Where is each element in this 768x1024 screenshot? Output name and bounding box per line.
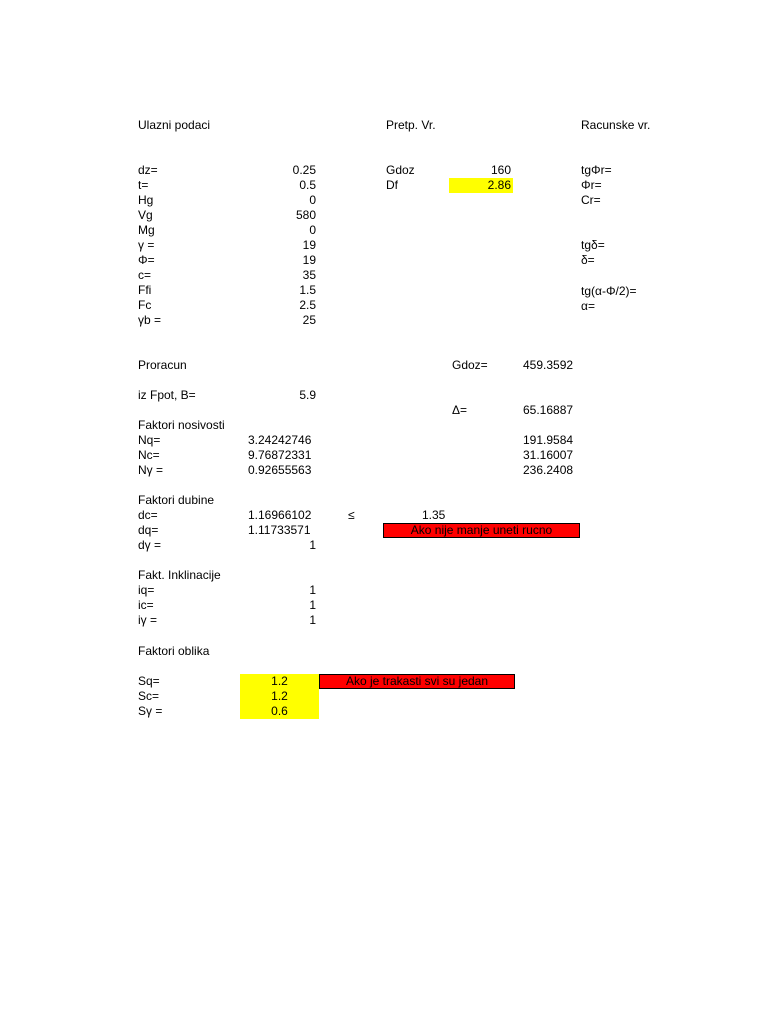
inclination-factor-label: iq= [138, 583, 155, 597]
depth-factor-label: dq= [138, 523, 159, 537]
bearing-factor-label: Nγ = [138, 463, 164, 477]
input-value[interactable]: 35 [302, 268, 316, 282]
inclination-factor-label: ic= [138, 598, 154, 612]
depth-factor-value[interactable]: 1.16966102 [248, 508, 312, 522]
inclination-factors-title: Fakt. Inklinacije [138, 568, 221, 582]
input-label: c= [138, 268, 152, 282]
input-value[interactable]: 0.5 [299, 178, 316, 192]
computed-label: Cr= [581, 193, 601, 207]
b-label: iz Fpot, B= [138, 388, 196, 402]
bearing-factor-label: Nc= [138, 448, 160, 462]
less-equal-sign: ≤ [348, 508, 355, 522]
shape-factor-label: Sγ = [138, 704, 163, 718]
bearing-factor-label: Nq= [138, 433, 161, 447]
depth-factor-label: dc= [138, 508, 158, 522]
input-value[interactable]: 2.5 [299, 298, 316, 312]
calc-title: Proracun [138, 358, 187, 372]
assumed-value[interactable]: 160 [490, 163, 511, 177]
depth-factor-value[interactable]: 1 [309, 538, 316, 552]
assumed-values-header: Pretp. Vr. [386, 118, 436, 132]
input-value[interactable]: 0.25 [292, 163, 316, 177]
shape-factor-value[interactable]: 1.2 [240, 674, 319, 689]
input-label: γ = [138, 238, 155, 252]
input-label: Hg [138, 193, 154, 207]
b-value[interactable]: 5.9 [299, 388, 316, 402]
computed-label: tgΦr= [581, 163, 612, 177]
inputs-header: Ulazni podaci [138, 118, 211, 132]
shape-factor-label: Sc= [138, 689, 160, 703]
depth-factor-value[interactable]: 1.11733571 [248, 523, 311, 537]
shape-factor-label: Sq= [138, 674, 160, 688]
assumed-label: Gdoz [386, 163, 415, 177]
input-value[interactable]: 580 [295, 208, 316, 222]
depth-warning-note: Ako nije manje uneti rucno [383, 523, 580, 538]
gdoz-label: Gdoz= [452, 358, 488, 372]
bearing-factor-value[interactable]: 3.24242746 [248, 433, 312, 447]
computed-label: α= [581, 299, 595, 313]
inclination-factor-value[interactable]: 1 [309, 598, 316, 612]
bearing-factor-value[interactable]: 9.76872331 [248, 448, 312, 462]
shape-factors-title: Faktori oblika [138, 644, 210, 658]
input-value[interactable]: 0 [309, 193, 316, 207]
calc-extra-value[interactable]: 236.2408 [523, 463, 574, 477]
inclination-factor-label: iγ = [138, 613, 158, 627]
computed-label: Φr= [581, 178, 602, 192]
input-label: t= [138, 178, 149, 192]
computed-label: tgδ= [581, 238, 605, 252]
calc-extra-value[interactable]: 31.16007 [523, 448, 574, 462]
computed-label: δ= [581, 253, 595, 267]
computed-values-header: Racunske vr. [581, 118, 651, 132]
input-label: Vg [138, 208, 153, 222]
inclination-factor-value[interactable]: 1 [309, 583, 316, 597]
input-value[interactable]: 25 [302, 313, 316, 327]
input-label: Mg [138, 223, 155, 237]
delta-value[interactable]: 65.16887 [523, 403, 574, 417]
input-label: Fc [138, 298, 152, 312]
shape-warning-note: Ako je trakasti svi su jedan [319, 674, 515, 689]
input-label: Ffi [138, 283, 152, 297]
input-value[interactable]: 19 [302, 238, 316, 252]
assumed-label: Df [386, 178, 398, 192]
input-label: Φ= [138, 253, 155, 267]
calc-extra-value[interactable]: 191.9584 [523, 433, 574, 447]
shape-factor-value[interactable]: 1.2 [240, 689, 319, 704]
inclination-factor-value[interactable]: 1 [309, 613, 316, 627]
input-value[interactable]: 0 [309, 223, 316, 237]
input-value[interactable]: 19 [302, 253, 316, 267]
gdoz-value[interactable]: 459.3592 [523, 358, 574, 372]
assumed-value-highlighted[interactable]: 2.86 [449, 178, 513, 193]
shape-factor-value[interactable]: 0.6 [240, 704, 319, 719]
computed-label: tg(α-Φ/2)= [581, 284, 637, 298]
bearing-factor-value[interactable]: 0.92655563 [248, 463, 312, 477]
input-label: dz= [138, 163, 158, 177]
bearing-factors-title: Faktori nosivosti [138, 418, 225, 432]
depth-factors-title: Faktori dubine [138, 493, 215, 507]
delta-label: Δ= [452, 403, 468, 417]
depth-limit-value[interactable]: 1.35 [422, 508, 446, 522]
depth-factor-label: dγ = [138, 538, 162, 552]
input-label: γb = [138, 313, 162, 327]
input-value[interactable]: 1.5 [299, 283, 316, 297]
